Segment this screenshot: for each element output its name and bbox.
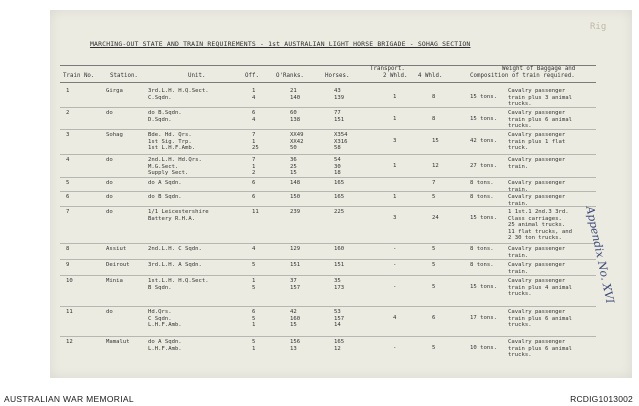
table-cell-fw: 8	[432, 94, 436, 100]
table-cell-comp: 1 1st.1 2nd.3 3rd.	[508, 209, 569, 215]
table-cell-comp: train plus 6 animal	[508, 315, 572, 322]
table-cell-horses: 77	[334, 110, 341, 116]
table-cell-weight: 15 tons.	[470, 116, 497, 122]
table-cell-unit: 1st Sig. Trp.	[148, 138, 192, 145]
table-cell-no: 4	[66, 157, 70, 163]
table-cell-off: 4	[252, 116, 256, 123]
header-transport: Transport.	[370, 66, 405, 72]
table-cell-horses: 173	[334, 284, 345, 291]
table-cell-station: do	[106, 194, 113, 200]
table-cell-unit: Supply Sect.	[148, 170, 189, 177]
table-cell-horses: 160	[334, 246, 345, 252]
table-cell-or: 151	[290, 262, 301, 268]
table-cell-station: do	[106, 110, 113, 116]
table-cell-comp: Cavalry passenger	[508, 180, 566, 186]
table-cell-unit: 1/1 Leicestershire	[148, 209, 209, 215]
table-cell-fw: 12	[432, 163, 439, 169]
table-cell-off: 5	[252, 339, 256, 345]
header-2-whld: 2 Whld.	[383, 73, 408, 79]
table-cell-tw: -	[393, 284, 397, 290]
header-unit: Unit.	[188, 73, 206, 79]
table-cell-unit: 2nd.L.H. C Sqdn.	[148, 246, 202, 252]
table-cell-comp: train.	[508, 252, 529, 259]
table-cell-comp: Cavalry passenger	[508, 262, 566, 268]
table-cell-unit: do A Sqdn.	[148, 339, 182, 345]
table-cell-tw: 4	[393, 315, 397, 321]
table-cell-fw: 5	[432, 345, 436, 351]
table-cell-off: 1	[252, 88, 256, 94]
footer-credit: AUSTRALIAN WAR MEMORIAL	[4, 394, 134, 404]
table-cell-unit: do B Sqdn.	[148, 194, 182, 200]
table-cell-comp: trucks.	[508, 352, 532, 359]
table-cell-horses: 53	[334, 309, 341, 315]
table-cell-or: 140	[290, 94, 301, 101]
table-top-rule	[60, 65, 596, 66]
table-cell-horses: 30	[334, 163, 341, 170]
table-cell-station: do	[106, 209, 113, 215]
table-cell-fw: 24	[432, 215, 439, 221]
table-cell-weight: 15 tons.	[470, 215, 497, 221]
table-cell-weight: 8 tons.	[470, 180, 494, 186]
table-cell-off: 6	[252, 110, 256, 116]
table-cell-horses: X354	[334, 132, 348, 138]
table-cell-comp: Cavalry passenger	[508, 278, 566, 284]
table-cell-comp: Class carriages.	[508, 215, 562, 222]
table-cell-station: Sohag	[106, 132, 123, 138]
table-cell-comp: 2 30 ton trucks.	[508, 235, 562, 242]
table-cell-horses: 18	[334, 170, 341, 177]
header-off: Off.	[245, 73, 259, 79]
table-cell-unit: do A Sqdn.	[148, 180, 182, 186]
table-cell-off: 5	[252, 315, 256, 322]
table-cell-comp: train.	[508, 163, 529, 170]
row-divider	[60, 107, 596, 108]
row-divider	[60, 336, 596, 337]
table-cell-fw: 7	[432, 180, 436, 186]
table-cell-or: 138	[290, 116, 301, 123]
table-cell-or: 37	[290, 278, 297, 284]
table-cell-tw: -	[393, 345, 397, 351]
table-cell-weight: 15 tons.	[470, 94, 497, 100]
row-divider	[60, 129, 596, 130]
table-cell-tw: 3	[393, 215, 397, 221]
table-cell-no: 10	[66, 278, 73, 284]
appendix-note: Appendix No. XVI	[583, 205, 617, 305]
table-cell-no: 6	[66, 194, 70, 200]
table-cell-or: XX49	[290, 132, 304, 138]
table-cell-off: 4	[252, 246, 256, 252]
table-cell-off: 1	[252, 138, 256, 145]
table-header-rule	[60, 82, 596, 83]
table-cell-station: Girga	[106, 88, 123, 94]
table-cell-comp: Cavalry passenger	[508, 246, 566, 252]
table-cell-tw: 1	[393, 163, 397, 169]
table-cell-or: 15	[290, 322, 297, 329]
table-cell-comp: truck.	[508, 145, 529, 152]
table-cell-weight: 8 tons.	[470, 194, 494, 200]
header-composition: Composition of train required.	[470, 73, 575, 79]
corner-mark: Rig	[590, 22, 607, 32]
table-cell-horses: 157	[334, 315, 345, 322]
table-cell-no: 5	[66, 180, 70, 186]
table-cell-comp: Cavalry passenger	[508, 339, 566, 345]
table-cell-off: 1	[252, 278, 256, 284]
table-cell-comp: Cavalry passenger	[508, 157, 566, 163]
table-cell-off: 1	[252, 345, 256, 352]
table-cell-horses: 165	[334, 194, 345, 200]
header-station: Station.	[110, 73, 138, 79]
table-cell-off: 5	[252, 262, 256, 268]
table-cell-comp: 11 flat trucks, and	[508, 228, 572, 235]
table-cell-horses: 165	[334, 180, 345, 186]
table-cell-weight: 17 tons.	[470, 315, 497, 321]
table-cell-or: 36	[290, 157, 297, 163]
table-cell-comp: Cavalry passenger	[508, 132, 566, 138]
table-cell-off: 11	[252, 209, 259, 215]
table-cell-station: Assiut	[106, 246, 127, 252]
table-cell-comp: train.	[508, 186, 529, 193]
table-cell-or: 160	[290, 315, 301, 322]
table-cell-tw: -	[393, 262, 397, 268]
table-cell-off: 6	[252, 180, 256, 186]
table-cell-no: 2	[66, 110, 70, 116]
table-cell-fw: 5	[432, 262, 436, 268]
table-cell-off: 25	[252, 145, 259, 152]
footer-reference: RCDIG1013002	[570, 394, 633, 404]
row-divider	[60, 191, 596, 192]
row-divider	[60, 275, 596, 276]
table-cell-fw: 5	[432, 284, 436, 290]
row-divider	[60, 154, 596, 155]
table-cell-horses: 12	[334, 345, 341, 352]
table-cell-unit: do B.Sqdn.	[148, 110, 182, 116]
header-horses: Horses.	[325, 73, 350, 79]
table-cell-or: 50	[290, 145, 297, 152]
table-cell-off: 2	[252, 170, 256, 177]
table-cell-horses: 14	[334, 322, 341, 329]
table-cell-comp: 25 animal trucks.	[508, 222, 566, 229]
table-cell-comp: train plus 6 animal	[508, 116, 572, 123]
table-cell-unit: Hd.Qrs.	[148, 309, 172, 315]
table-cell-horses: 151	[334, 116, 345, 123]
table-cell-or: 148	[290, 180, 301, 186]
table-cell-horses: 165	[334, 339, 345, 345]
table-cell-horses: 35	[334, 278, 341, 284]
table-cell-horses: 151	[334, 262, 345, 268]
table-cell-or: 25	[290, 163, 297, 170]
table-cell-comp: train plus 6 animal	[508, 345, 572, 352]
table-cell-unit: L.H.F.Amb.	[148, 345, 182, 352]
table-cell-comp: train.	[508, 268, 529, 275]
table-cell-comp: train plus 4 animal	[508, 284, 572, 291]
table-cell-unit: 1st.L.H. H.Q.Sect.	[148, 278, 209, 284]
table-cell-horses: 225	[334, 209, 345, 215]
table-cell-station: do	[106, 180, 113, 186]
header-4-whld: 4 Whld.	[418, 73, 443, 79]
table-cell-unit: M.G.Sect.	[148, 163, 179, 170]
table-cell-weight: 15 tons.	[470, 284, 497, 290]
table-cell-horses: 58	[334, 145, 341, 152]
table-cell-comp: Cavalry passenger	[508, 110, 566, 116]
table-cell-weight: 8 tons.	[470, 246, 494, 252]
table-cell-unit: Battery R.H.A.	[148, 215, 196, 222]
table-cell-off: 6	[252, 309, 256, 315]
table-cell-no: 7	[66, 209, 70, 215]
table-cell-tw: 1	[393, 94, 397, 100]
table-cell-fw: 5	[432, 246, 436, 252]
table-cell-unit: C Sqdn.	[148, 315, 172, 322]
table-cell-off: 7	[252, 157, 256, 163]
table-cell-or: 150	[290, 194, 301, 200]
table-cell-comp: train plus 3 animal	[508, 94, 572, 101]
table-cell-no: 1	[66, 88, 70, 94]
table-cell-unit: D.Sqdn.	[148, 116, 172, 123]
table-cell-off: 5	[252, 284, 256, 291]
table-cell-station: do	[106, 309, 113, 315]
table-cell-comp: trucks.	[508, 123, 532, 130]
table-cell-horses: 54	[334, 157, 341, 163]
table-cell-comp: trucks.	[508, 291, 532, 298]
table-cell-fw: 8	[432, 116, 436, 122]
table-cell-fw: 5	[432, 194, 436, 200]
table-cell-or: 60	[290, 110, 297, 116]
document-title: MARCHING-OUT STATE AND TRAIN REQUIREMENTS - 1st AUSTRALIAN LIGHT HORSE BRIGADE - SOHAG SECTION	[90, 40, 471, 48]
table-cell-comp: Cavalry passenger	[508, 309, 566, 315]
table-cell-off: 6	[252, 194, 256, 200]
table-cell-unit: Bde. Hd. Qrs.	[148, 132, 192, 138]
table-cell-comp: trucks.	[508, 101, 532, 108]
table-cell-no: 9	[66, 262, 70, 268]
table-cell-unit: 1st L.H.F.Amb.	[148, 145, 196, 152]
table-cell-tw: 3	[393, 138, 397, 144]
table-cell-fw: 15	[432, 138, 439, 144]
table-cell-or: 156	[290, 339, 301, 345]
table-cell-tw: -	[393, 246, 397, 252]
table-cell-tw: 1	[393, 194, 397, 200]
table-cell-station: do	[106, 157, 113, 163]
table-cell-unit: 2nd.L.H. Hd.Qrs.	[148, 157, 202, 163]
table-cell-weight: 10 tons.	[470, 345, 497, 351]
table-cell-no: 3	[66, 132, 70, 138]
row-divider	[60, 243, 596, 244]
table-cell-station: Mamalut	[106, 339, 130, 345]
table-cell-unit: 3rd.L.H. A Sqdn.	[148, 262, 202, 268]
table-cell-comp: Cavalry passenger	[508, 194, 566, 200]
table-cell-or: 129	[290, 246, 301, 252]
table-cell-horses: X316	[334, 138, 348, 145]
table-cell-weight: 27 tons.	[470, 163, 497, 169]
table-cell-weight: 42 tons.	[470, 138, 497, 144]
header-weight: Weight of Baggage and	[502, 66, 576, 72]
table-cell-comp: Cavalry passenger	[508, 88, 566, 94]
table-cell-comp: train.	[508, 200, 529, 207]
table-cell-no: 8	[66, 246, 70, 252]
table-cell-or: 15	[290, 170, 297, 177]
table-cell-weight: 8 tons.	[470, 262, 494, 268]
table-cell-or: 21	[290, 88, 297, 94]
table-cell-horses: 139	[334, 94, 345, 101]
table-cell-unit: 3rd.L.H. H.Q.Sect.	[148, 88, 209, 94]
table-cell-or: 239	[290, 209, 301, 215]
table-cell-off: 1	[252, 163, 256, 170]
table-cell-off: 7	[252, 132, 256, 138]
table-cell-station: Deirout	[106, 262, 130, 268]
header-or: O'Ranks.	[276, 73, 304, 79]
row-divider	[60, 206, 596, 207]
table-cell-station: Minia	[106, 278, 123, 284]
row-divider	[60, 177, 596, 178]
table-cell-or: 13	[290, 345, 297, 352]
table-cell-tw: 1	[393, 116, 397, 122]
table-cell-fw: 6	[432, 315, 436, 321]
table-cell-or: 157	[290, 284, 301, 291]
table-cell-off: 1	[252, 322, 256, 329]
table-cell-no: 11	[66, 309, 73, 315]
row-divider	[60, 259, 596, 260]
table-cell-unit: B Sqdn.	[148, 284, 172, 291]
table-cell-or: XX42	[290, 138, 304, 145]
table-cell-comp: train plus 1 flat	[508, 138, 566, 145]
table-cell-off: 4	[252, 94, 256, 101]
table-cell-horses: 43	[334, 88, 341, 94]
table-cell-unit: C.Sqdn.	[148, 94, 172, 101]
table-cell-comp: trucks.	[508, 322, 532, 329]
table-cell-no: 12	[66, 339, 73, 345]
table-cell-or: 42	[290, 309, 297, 315]
header-train-no: Train No.	[63, 73, 95, 79]
row-divider	[60, 306, 596, 307]
table-cell-unit: L.H.F.Amb.	[148, 322, 182, 329]
